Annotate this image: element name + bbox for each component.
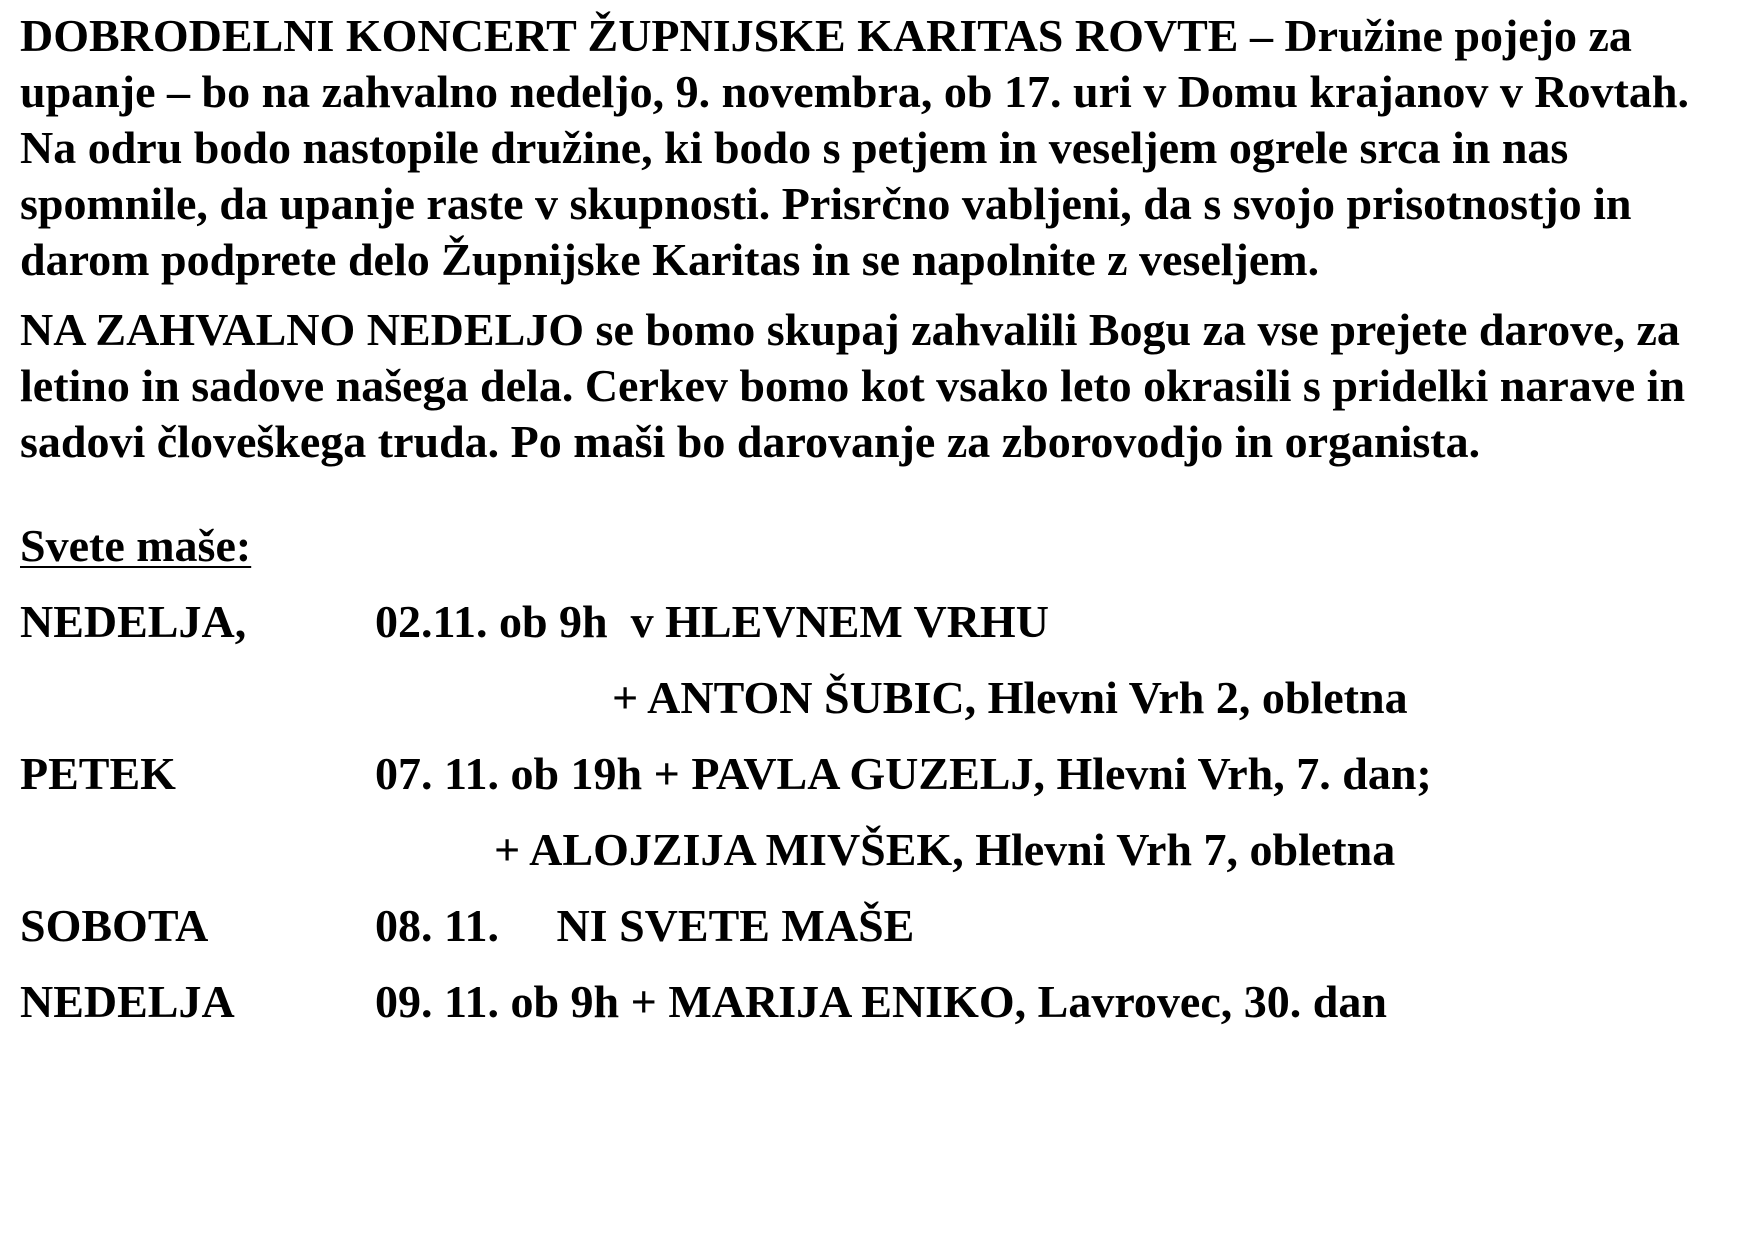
mass-detail: 02.11. ob 9h v HLEVNEM VRHU bbox=[375, 596, 1049, 647]
mass-detail: + ALOJZIJA MIVŠEK, Hlevni Vrh 7, obletna bbox=[494, 824, 1396, 875]
mass-day: SOBOTA bbox=[20, 900, 209, 951]
thanksgiving-announcement: NA ZAHVALNO NEDELJO se bomo skupaj zahvalili Bogu za vse prejete darove, za letino in sadove našega dela. Cerkev bomo kot vsako leto okrasili s pridelki narave in sadovi človeškega truda. Po maši bo darovanje za zborovodjo in organista. bbox=[20, 304, 1686, 467]
mass-row bbox=[20, 594, 1720, 670]
mass-day: NEDELJA bbox=[20, 976, 235, 1027]
mass-day: PETEK bbox=[20, 748, 176, 799]
mass-row bbox=[20, 974, 1720, 1050]
mass-schedule bbox=[20, 594, 1720, 1050]
mass-day: NEDELJA, bbox=[20, 596, 247, 647]
mass-detail: 08. 11. NI SVETE MAŠE bbox=[375, 900, 915, 951]
mass-row bbox=[20, 746, 1720, 822]
mass-detail: + ANTON ŠUBIC, Hlevni Vrh 2, obletna bbox=[612, 672, 1408, 723]
mass-row bbox=[20, 670, 1720, 746]
mass-row bbox=[20, 898, 1720, 974]
masses-heading: Svete maše: bbox=[20, 520, 252, 571]
mass-detail: 07. 11. ob 19h + PAVLA GUZELJ, Hlevni Vrh, 7. dan; bbox=[375, 748, 1432, 799]
concert-announcement: DOBRODELNI KONCERT ŽUPNIJSKE KARITAS ROVTE – Družine pojejo za upanje – bo na zahvalno nedeljo, 9. novembra, ob 17. uri v Domu krajanov v Rovtah. Na odru bodo nastopile družine, ki bodo s petjem in veseljem ogrele srca in nas spomnile, da upanje raste v skupnosti. Prisrčno vabljeni, da s svojo prisotnostjo in darom podprete delo Župnijske Karitas in se napolnite z veseljem. bbox=[20, 10, 1689, 285]
mass-row bbox=[20, 822, 1720, 898]
bulletin-document bbox=[20, 8, 1720, 1050]
mass-detail: 09. 11. ob 9h + MARIJA ENIKO, Lavrovec, 30. dan bbox=[375, 976, 1387, 1027]
